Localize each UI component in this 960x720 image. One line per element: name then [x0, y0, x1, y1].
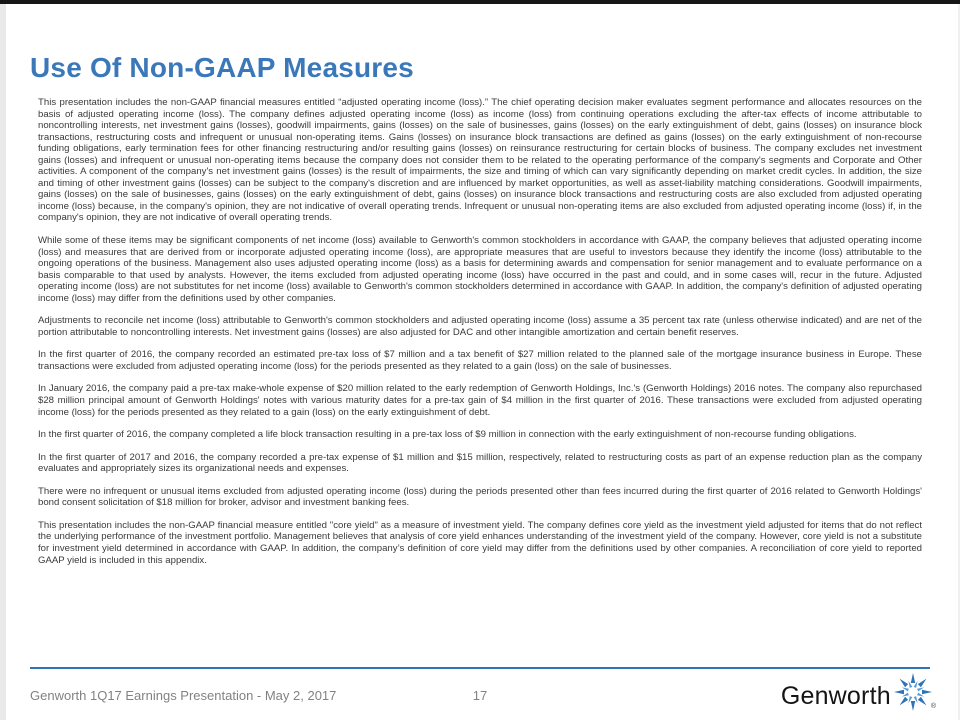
footer-divider — [30, 667, 930, 669]
page-title: Use Of Non-GAAP Measures — [30, 52, 414, 83]
body-paragraph: Adjustments to reconcile net income (loss) attributable to Genworth's common stockholders and adjusted operating income (loss) assume a 35 percent tax rate (unless otherwise indicated) and are net of the portion attributable to noncontrolling interests. Net investment gains (losses) are also adjusted for DAC and other intangible amortization and certain benefit reserves. — [38, 315, 922, 338]
body-paragraph: This presentation includes the non-GAAP financial measures entitled “adjusted operating income (loss).” The chief operating decision maker evaluates segment performance and allocates resources on the basis of adjusted operating income (loss). The company defines adjusted operating income (loss) as income (loss) from continuing operations excluding the after-tax effects of income attributable to noncontrolling interests, net investment gains (losses), goodwill impairments, gains (losses) on the sale of businesses, gains (losses) on the early extinguishment of debt, gains (losses) on insurance block transactions, restructuring costs and infrequent or unusual non-operating items. Gains (losses) on insurance block transactions are defined as gains (losses) on the early extinguishment of non-recourse funding obligations, early termination fees for other financing restructuring and/or resulting gains (losses) on reinsurance restructuring for certain blocks of business. The company excludes net investment gains (losses) and infrequent or unusual non-operating items because the company does not consider them to be related to the operating performance of the company's segments and Corporate and Other activities. A component of the company's net investment gains (losses) is the result of impairments, the size and timing of which can vary significantly depending on market credit cycles. In addition, the size and timing of other investment gains (losses) can be subject to the company's discretion and are influenced by market opportunities, as well as asset-liability matching considerations. Goodwill impairments, gains (losses) on the sale of businesses, gains (losses) on the early extinguishment of debt, gains (losses) on insurance block transactions and restructuring costs are also excluded from adjusted operating income (loss) because, in the company's opinion, they are not indicative of overall operating trends. Infrequent or unusual non-operating items are also excluded from adjusted operating income (loss) if, in the company's opinion, they are not indicative of overall operating trends. — [38, 97, 922, 224]
screen-edge-left — [0, 4, 6, 720]
body-paragraph: There were no infrequent or unusual items excluded from adjusted operating income (loss) during the periods presented other than fees incurred during the first quarter of 2016 related to Genworth Holdings' bond consent solicitation of $18 million for broker, advisor and investment banking fees. — [38, 485, 922, 509]
body-paragraph: While some of these items may be significant components of net income (loss) available to Genworth's common stockholders in accordance with GAAP, the company believes that adjusted operating income (loss) and measures that are derived from or incorporate adjusted operating income (loss), are appropriate measures that are useful to investors because they identify the income (loss) attributable to the ongoing operations of the business. Management also uses adjusted operating income (loss) as a basis for determining awards and compensation for senior management and to evaluate performance on a basis comparable to that used by analysts. However, the items excluded from adjusted operating income (loss) have occurred in the past and could, and in some cases will, recur in the future. Adjusted operating income (loss) are not substitutes for net income (loss) available to Genworth's common stockholders determined in accordance with GAAP. In addition, the company's definition of adjusted operating income (loss) may differ from the definitions used by other companies. — [38, 235, 922, 304]
page-number: 17 — [472, 688, 488, 703]
registered-trademark-symbol: ® — [930, 703, 936, 710]
body-paragraph: This presentation includes the non-GAAP financial measure entitled "core yield" as a measure of investment yield. The company defines core yield as the investment yield adjusted for items that do not reflect the underlying performance of the investment portfolio. Management believes that analysis of core yield enhances understanding of the investment yield of the company. However, core yield is not a substitute for investment yield determined in accordance with GAAP. In addition, the company’s definition of core yield may differ from the definitions used by other companies. A reconciliation of core yield to reported GAAP yield is included in this appendix. — [38, 519, 922, 566]
body-text-block — [38, 97, 922, 577]
body-paragraph: In the first quarter of 2016, the company completed a life block transaction resulting in a pre-tax loss of $9 million in connection with the early extinguishment of non-recourse funding obligations. — [38, 429, 857, 441]
genworth-logo-text: Genworth — [780, 682, 891, 710]
screen-edge-top — [0, 0, 960, 4]
genworth-starburst-icon — [893, 672, 933, 717]
body-paragraph: In the first quarter of 2016, the company recorded an estimated pre-tax loss of $7 million and a tax benefit of $27 million related to the planned sale of the mortgage insurance business in Europe. These transactions were excluded from adjusted operating income (loss) for the periods presented as they related to a gain (loss) on the sale of businesses. — [38, 349, 922, 372]
body-paragraph: In January 2016, the company paid a pre-tax make-whole expense of $20 million related to the early redemption of Genworth Holdings, Inc.'s (Genworth Holdings) 2016 notes. The company also repurchased $28 million principal amount of Genworth Holdings' notes with various maturity dates for a pre-tax gain of $4 million in the first quarter of 2016. These transactions were excluded from adjusted operating income (loss) for the periods presented as they related to a gain (loss) on the early extinguishment of debt. — [38, 383, 922, 418]
body-paragraph: In the first quarter of 2017 and 2016, the company recorded a pre-tax expense of $1 million and $15 million, respectively, related to restructuring costs as part of an expense reduction plan as the company evaluates and appropriately sizes its organizational needs and expenses. — [38, 451, 922, 475]
footer-presentation-label: Genworth 1Q17 Earnings Presentation - May 2, 2017 — [30, 688, 337, 703]
genworth-logo — [781, 674, 938, 719]
